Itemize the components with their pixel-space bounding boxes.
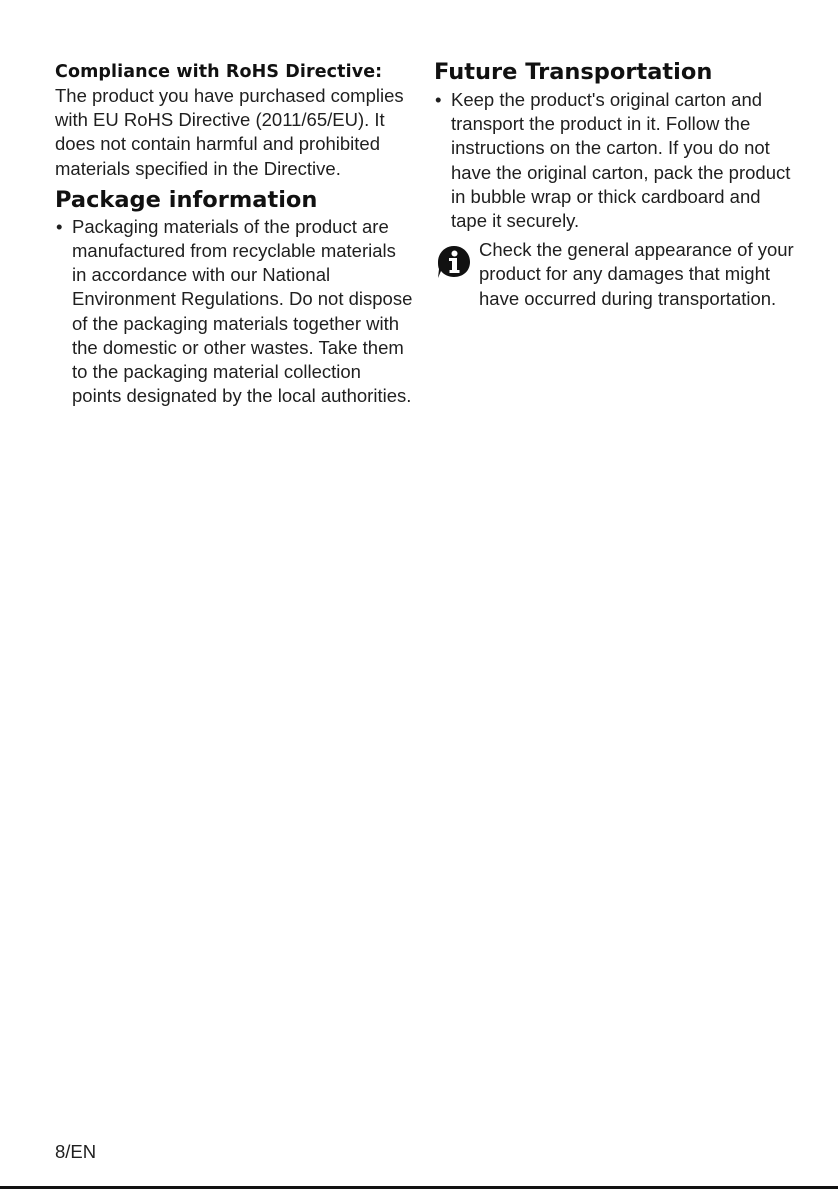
rohs-heading: Compliance with RoHS Directive: xyxy=(55,62,383,82)
left-column xyxy=(55,60,415,408)
transport-bullet-text: Keep the product's original carton and transport the product in it. Follow the instructions on the carton. If you do not have the original carton, pack the product in bubble wrap or thick cardboard and tape it securely. xyxy=(451,89,791,232)
bottom-rule xyxy=(0,1186,838,1189)
transport-bullet-item xyxy=(434,88,794,233)
info-note xyxy=(434,238,794,311)
future-transportation-heading: Future Transportation xyxy=(434,59,713,85)
package-bullet-item xyxy=(55,215,415,409)
package-bullet-text: Packaging materials of the product are manufactured from recyclable materials in accordance with our National Environment Regulations. Do not dispose of the packaging materials together with the domestic or other wastes. Take them to the packaging material collection points designated by the local authorities. xyxy=(72,215,413,407)
bullet-dot: • xyxy=(56,215,63,237)
info-note-text: Check the general appearance of your product for any damages that might have occurred during transportation. xyxy=(479,239,794,309)
right-column xyxy=(434,58,794,311)
bullet-dot: • xyxy=(435,89,442,110)
rohs-text: The product you have purchased complies with EU RoHS Directive (2011/65/EU). It does not contain harmful and prohibited materials specified in the Directive. xyxy=(55,85,404,179)
page-number: 8/EN xyxy=(55,1141,97,1162)
info-icon xyxy=(436,244,472,280)
package-information-heading: Package information xyxy=(55,186,318,213)
